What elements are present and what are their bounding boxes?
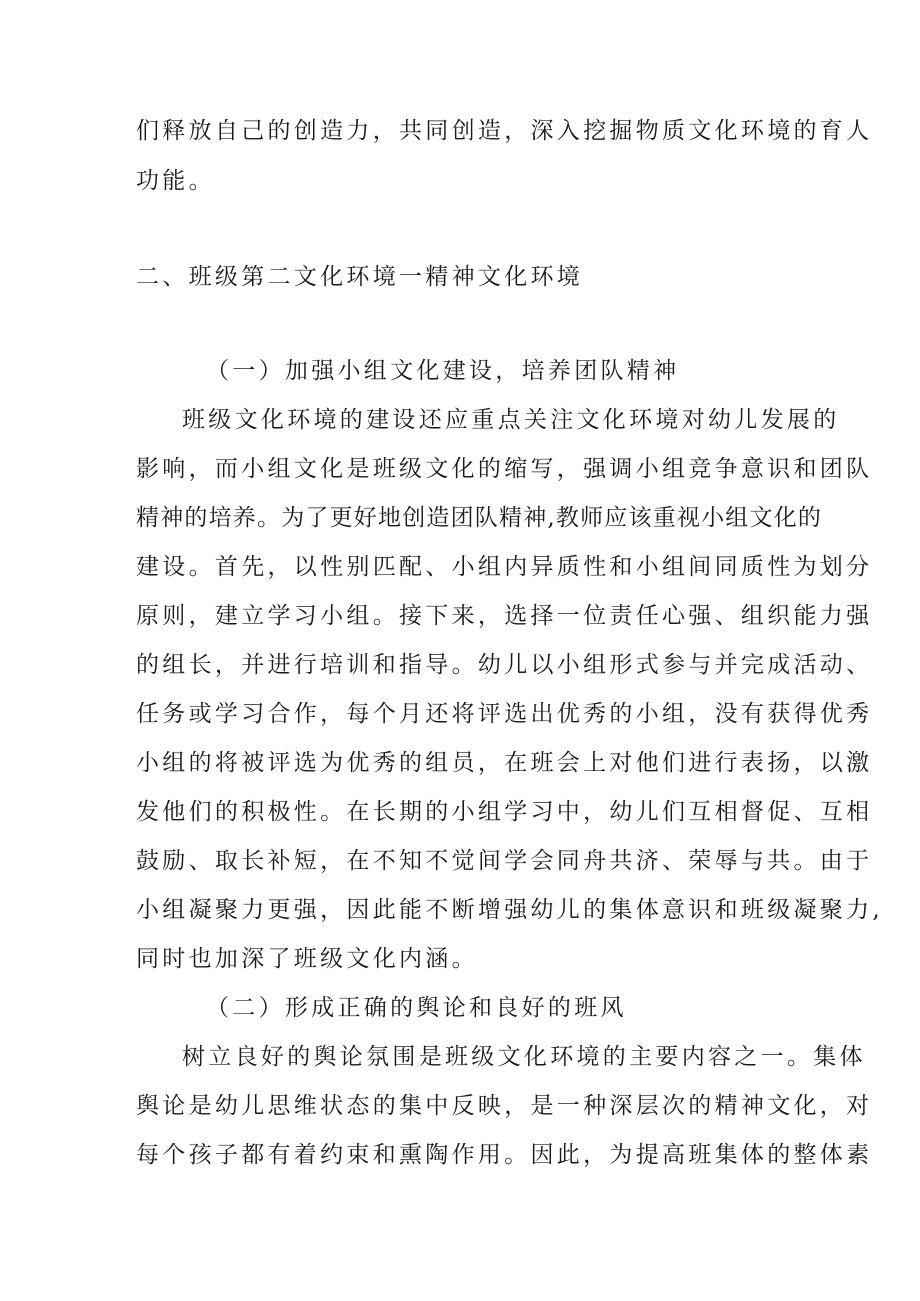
paragraph-line: 的组长，并进行培训和指导。幼儿以小组形式参与并完成活动、 <box>136 652 873 678</box>
paragraph-line: 建设。首先，以性别匹配、小组内异质性和小组间同质性为划分 <box>136 554 873 580</box>
paragraph-line: 同时也加深了班级文化内涵。 <box>136 946 478 972</box>
paragraph-line: 树立良好的舆论氛围是班级文化环境的主要内容之一。集体 <box>182 1044 866 1070</box>
paragraph-line: 影响，而小组文化是班级文化的缩写，强调小组竞争意识和团队 <box>136 456 873 482</box>
paragraph-line: 小组的将被评选为优秀的组员，在班会上对他们进行表扬，以激 <box>136 750 873 776</box>
paragraph-line: 班级文化环境的建设还应重点关注文化环境对幼儿发展的 <box>182 407 840 433</box>
paragraph-line: 小组凝聚力更强，因此能不断增强幼儿的集体意识和班级凝聚力, <box>136 897 884 923</box>
section-heading: 二、班级第二文化环境一精神文化环境 <box>136 264 584 290</box>
paragraph-line: 舆论是幼儿思维状态的集中反映，是一种深层次的精神文化，对 <box>136 1093 873 1119</box>
subsection-heading: （一）加强小组文化建设，培养团队精神 <box>206 358 680 384</box>
paragraph-line: 每个孩子都有着约束和熏陶作用。因此，为提高班集体的整体素 <box>136 1142 873 1168</box>
paragraph-line: 任务或学习合作，每个月还将评选出优秀的小组，没有获得优秀 <box>136 701 873 727</box>
paragraph-line: 功能。 <box>136 168 215 194</box>
subsection-heading: （二）形成正确的舆论和良好的班风 <box>206 995 627 1021</box>
paragraph-line: 原则，建立学习小组。接下来，选择一位责任心强、组织能力强 <box>136 603 873 629</box>
paragraph-line: 鼓励、取长补短，在不知不觉间学会同舟共济、荣辱与共。由于 <box>136 848 873 874</box>
paragraph-line: 精神的培养。为了更好地创造团队精神,教师应该重视小组文化的 <box>136 505 823 531</box>
paragraph-line: 们释放自己的创造力，共同创造，深入挖掘物质文化环境的育人 <box>136 118 873 144</box>
paragraph-line: 发他们的积极性。在长期的小组学习中，幼儿们互相督促、互相 <box>136 799 873 825</box>
